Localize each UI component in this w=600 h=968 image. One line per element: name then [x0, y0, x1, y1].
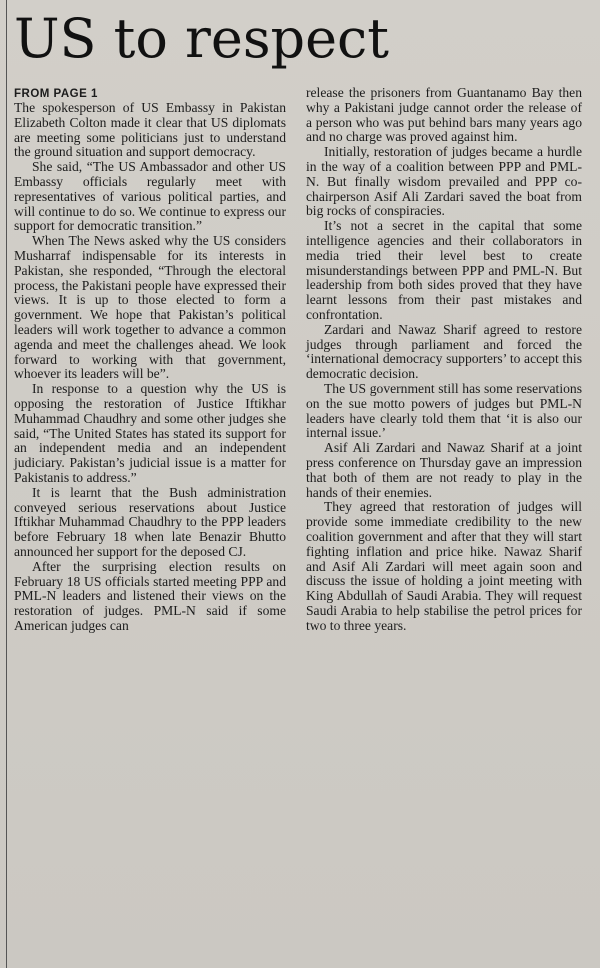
paragraph: It is learnt that the Bush administration conveyed serious reservations about Justice Iftikhar Muhammad Chaudhry to the PPP leaders before February 18 when late Benazir Bhutto announced her support for the deposed CJ. [14, 484, 286, 559]
paragraph: In response to a question why the US is opposing the restoration of Justice Iftikhar Muhammad Chaudhry and some other judges she said, “The United States has stated its support for an independent media and an independent judiciary. Pakistan’s judicial issue is a matter for Pakistanis to address.” [14, 381, 286, 485]
headline: US to respect [14, 7, 389, 70]
paragraph: The US government still has some reservations on the sue motto powers of judges but PML-N leaders have clearly told them that ‘it is also our internal issue.’ [306, 380, 582, 441]
paragraph: Zardari and Nawaz Sharif agreed to restore judges through parliament and forced the ‘international democracy supporters’ to accept this democratic decision. [306, 321, 582, 382]
paragraph: The spokesperson of US Embassy in Pakistan Elizabeth Colton made it clear that US diplomats are meeting some politicians just to understand the ground situation and support democracy. [14, 100, 286, 160]
paragraph: Initially, restoration of judges became a hurdle in the way of a coalition between PPP and PML-N. But finally wisdom prevailed and PPP co-chairperson Asif Ali Zardari saved the boat from big rocks of conspiracies. [306, 144, 582, 219]
paragraph: It’s not a secret in the capital that some intelligence agencies and their collaborators in media tried their level best to create misunderstandings between PPP and PML-N. But leadership from both sides proved that they have learnt lessons from their past mistakes and confrontation. [306, 218, 582, 322]
paragraph: They agreed that restoration of judges will provide some immediate credibility to the new coalition government and after that they will start fighting inflation and price hike. Nawaz Sharif and Asif Ali Zardari will meet again soon and discuss the issue of holding a joint meeting with King Abdullah of Saudi Arabia. They will request Saudi Arabia to help stabilise the petrol prices for two to three years. [306, 499, 582, 633]
left-column [14, 88, 286, 964]
right-column [306, 86, 582, 964]
paragraph: After the surprising election results on February 18 US officials started meeting PPP and PML-N leaders and listened their views on the restoration of judges. PML-N said if some American judges can [14, 558, 286, 633]
column-rule [6, 0, 7, 968]
paragraph: She said, “The US Ambassador and other US Embassy officials regularly meet with representatives of various political parties, and will continue to do so. We continue to express our support for democratic transition.” [14, 159, 286, 234]
from-page-kicker: FROM PAGE 1 [14, 88, 98, 100]
paragraph: When The News asked why the US considers Musharraf indispensable for its interests in Pakistan, she responded, “Through the electoral process, the Pakistani people have expressed their views. It is up to those elected to form a government. We hope that Pakistan’s political leaders will work together to advance a common agenda and meet the challenges ahead. We look forward to working with that government, whoever its leaders will be”. [14, 233, 286, 382]
paragraph: Asif Ali Zardari and Nawaz Sharif at a joint press conference on Thursday gave an impression that both of them are not ready to play in the hands of their enemies. [306, 440, 582, 500]
paragraph: release the prisoners from Guantanamo Bay then why a Pakistani judge cannot order the release of a person who was put behind bars many years ago and no charge was proved against him. [306, 85, 582, 145]
